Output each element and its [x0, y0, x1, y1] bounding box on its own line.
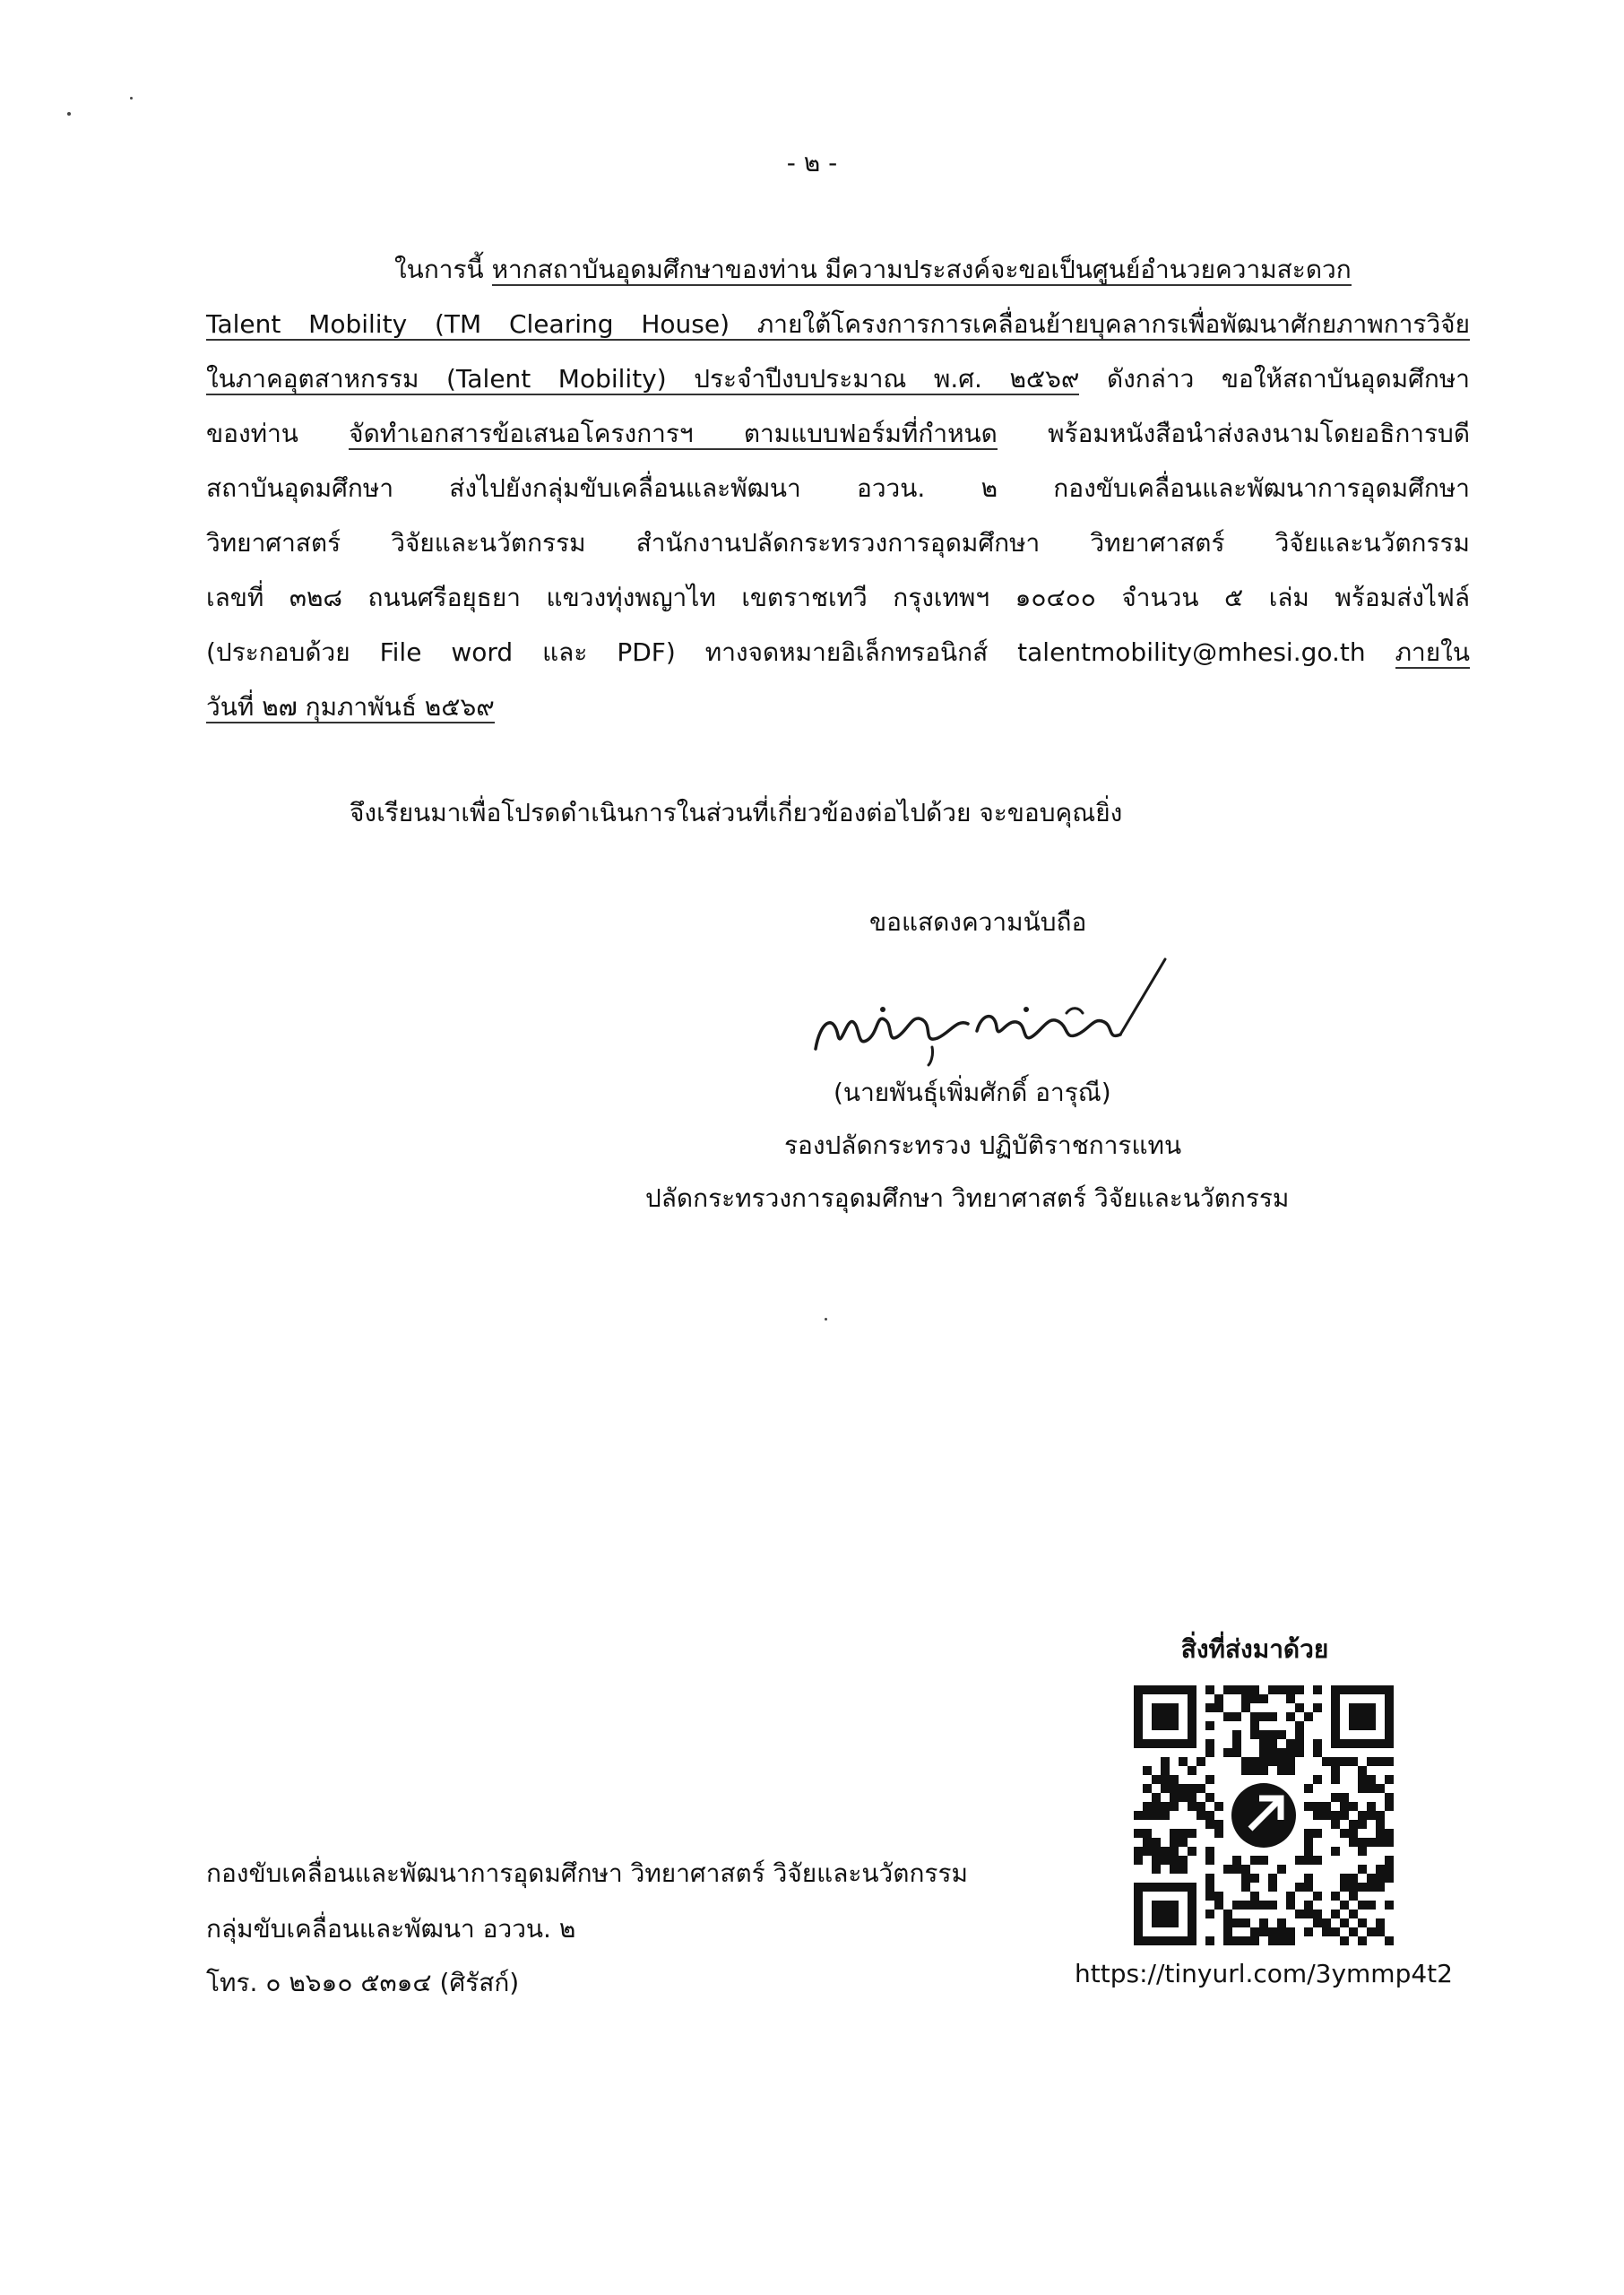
body-text: เลขที่ ๓๒๘ ถนนศรีอยุธยา แขวงทุ่งพญาไท เขตราชเทวี กรุงเทพฯ ๑๐๔๐๐ จำนวน ๕ เล่ม พร้อมส่งไฟล์ — [206, 583, 1470, 612]
scan-speck — [67, 112, 71, 116]
footer-phone: โทร. ๐ ๒๖๑๐ ๕๓๑๔ (ศิรัสก์) — [206, 1968, 520, 1997]
scan-speck — [825, 1318, 827, 1321]
body-line — [206, 515, 1470, 570]
underlined-text: Talent Mobility (TM Clearing House) ภายใต้โครงการการเคลื่อนย้ายบุคลากรเพื่อพัฒนาศักยภาพการวิจัย — [206, 309, 1470, 339]
underlined-text: ภายใน — [1395, 637, 1470, 667]
closing-request: จึงเรียนมาเพื่อโปรดดำเนินการในส่วนที่เกี่ยวข้องต่อไปด้วย จะขอบคุณยิ่ง — [350, 798, 1123, 827]
page-number: - ๒ - — [786, 148, 838, 178]
body-line — [206, 680, 495, 734]
body-text: (ประกอบด้วย File word และ PDF) ทางจดหมายอิเล็กทรอนิกส์ talentmobility@mhesi.go.th — [206, 637, 1395, 667]
signer-name: (นายพันธุ์เพิ่มศักดิ์ อารุณี) — [834, 1078, 1111, 1107]
body-text: วิทยาศาสตร์ วิจัยและนวัตกรรม สำนักงานปลัดกระทรวงการอุดมศึกษา วิทยาศาสตร์ วิจัยและนวัตกรรม — [206, 528, 1470, 558]
scan-speck — [130, 97, 133, 100]
body-line — [206, 570, 1470, 625]
body-text: ของท่าน — [206, 419, 350, 448]
signer-position-line-1: รองปลัดกระทรวง ปฏิบัติราชการแทน — [784, 1130, 1182, 1160]
underlined-text: ในภาคอุตสาหกรรม (Talent Mobility) ประจำปีงบประมาณ พ.ศ. ๒๕๖๙ — [206, 364, 1080, 394]
body-line — [394, 242, 1352, 297]
body-line — [206, 406, 1470, 461]
body-text: ในการนี้ — [394, 255, 492, 284]
signer-position-line-2: ปลัดกระทรวงการอุดมศึกษา วิทยาศาสตร์ วิจัยและนวัตกรรม — [645, 1183, 1290, 1213]
body-line — [206, 297, 1470, 351]
qr-code-icon[interactable] — [1134, 1685, 1394, 1945]
body-line — [206, 625, 1470, 680]
body-text: สถาบันอุดมศึกษา ส่งไปยังกลุ่มขับเคลื่อนและพัฒนา อววน. ๒ กองขับเคลื่อนและพัฒนาการอุดมศึกษา — [206, 473, 1470, 503]
underlined-text: จัดทำเอกสารข้อเสนอโครงการฯ ตามแบบฟอร์มที่กำหนด — [349, 419, 998, 448]
enclosure-title: สิ่งที่ส่งมาด้วย — [1180, 1634, 1329, 1664]
enclosure-link[interactable]: https://tinyurl.com/3ymmp4t2 — [1075, 1959, 1453, 1988]
footer-department: กองขับเคลื่อนและพัฒนาการอุดมศึกษา วิทยาศาสตร์ วิจัยและนวัตกรรม — [206, 1858, 968, 1888]
body-paragraph — [206, 242, 1470, 744]
body-line — [206, 461, 1470, 515]
footer-group: กลุ่มขับเคลื่อนและพัฒนา อววน. ๒ — [206, 1914, 576, 1944]
body-text: พร้อมหนังสือนำส่งลงนามโดยอธิการบดี — [997, 419, 1470, 448]
underlined-text: หากสถาบันอุดมศึกษาของท่าน มีความประสงค์จะขอเป็นศูนย์อำนวยความสะดวก — [491, 255, 1352, 284]
body-text: ดังกล่าว ขอให้สถาบันอุดมศึกษา — [1079, 364, 1471, 394]
body-line — [206, 351, 1470, 406]
complimentary-close: ขอแสดงความนับถือ — [869, 907, 1087, 937]
underlined-text: วันที่ ๒๗ กุมภาพันธ์ ๒๕๖๙ — [206, 692, 495, 722]
handwritten-signature — [798, 950, 1192, 1067]
